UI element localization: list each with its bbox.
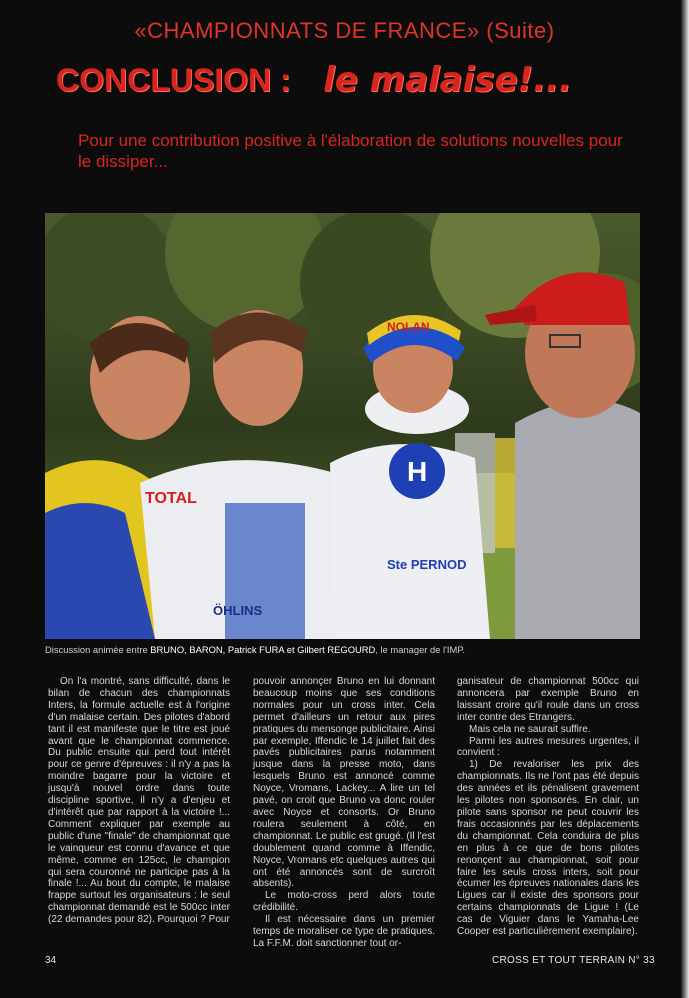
jersey-pernod-text: Ste PERNOD	[387, 557, 467, 572]
column-2-paragraph-3: Il est nécessaire dans un premier temps de moraliser ce type de pratiques. La F.F.M. doit sanctionner tout or-	[253, 914, 435, 949]
column-3-paragraph-2: Mais cela ne saurait suffire.	[469, 723, 591, 735]
jersey-total-text: TOTAL	[145, 490, 197, 507]
column-3-paragraph-4: 1) De revaloriser les prix des championnats. Ils ne l'ont pas été depuis des années et ils pénalisent gravement les pilotes non sponsorés. En clair, un pilote sans sponsor ne peut couvrir les frais occasionnés par les déplacements du championnat. Cela conduira de plus en plus à ce que de bons pilotes renonçent au championnat, soit pour faire les seuls cross inters, soit pour écumer les épreuves nationales dans les Ligues car il existe des sponsors pour certains championnats de Ligue ! (Le cas de Viguier dans le Yamaha-Lee Cooper est particulièrement exemplaire).	[457, 759, 639, 938]
column-1-paragraph: On l'a montré, sans difficulté, dans le bilan de chacun des championnats Inters, la formule actuelle est à l'origine d'un malaise certain. Des pilotes d'abord tant il est manifeste que le titre est joué avant que le championnat commence. Du public ensuite qui perd tout intérêt pour ce genre d'épreuves : il n'y a pas la moindre bagarre pour la victoire et jusqu'à nouvel ordre dans toute discipline sportive, il n'y a d'enjeu et d'intérêt que par rapport à la victoire !... Comment expliquer par exemple au public d'une "finale" de championnat que le vainqueur est connu d'avance et que même, comme en 125cc, le champion qui sera couronné ne participe pas à la finale !... Au bout du compte, le malaise frappe surtout les organisateurs : le seul championnat demandé est le 500cc inter (22 demandes pour 82). Pourquoi ? Pour	[48, 676, 230, 926]
jersey-ohlins-text: ÖHLINS	[213, 603, 263, 618]
article-subtitle: Pour une contribution positive à l'élaboration de solutions nouvelles pour le dissiper...	[78, 131, 623, 171]
column-2-paragraph-1: pouvoir annonçer Bruno en lui donnant beaucoup moins que ses conditions normales pour un cross inter. Cela permet d'ailleurs un retour aux pires pratiques du mensonge publicitaire. Ainsi par exemple, Iffendic le 14 juillet fait des pavés publicitaires parus notamment jusque dans la presse moto, dans lesquels Bruno est annoncé comme Noyce, Vromans, Lackey... A lire un tel pavé, on croit que Bruno va donc rouler avec Noyce et consorts. Or Bruno roulera seulement à côté, en championnat. Le public est grugé. (Il l'est doublement quand comme à Iffendic, Noyce, Vromans etc quelques autres qui ont été annoncés sont de surcroît absents).	[253, 676, 435, 890]
column-3-paragraph-3: Parmi les autres mesures urgentes, il convient :	[457, 735, 639, 759]
page-number: 34	[45, 955, 57, 966]
husqvarna-logo-letter: H	[407, 456, 428, 487]
photo-caption	[45, 644, 645, 655]
headline	[56, 60, 676, 100]
page-edge	[681, 0, 689, 998]
headline-malaise: le malaise!...	[323, 60, 572, 100]
article-column-2	[253, 676, 435, 950]
column-2-paragraph-2: Le moto-cross perd alors toute crédibilité.	[253, 890, 435, 914]
magazine-name: CROSS ET TOUT TERRAIN N° 33	[492, 955, 655, 966]
caption-tail: , le manager de l'IMP.	[375, 644, 465, 655]
section-supertitle: «CHAMPIONNATS DE FRANCE» (Suite)	[134, 18, 555, 43]
helmet-nolan-text: NOLAN	[387, 320, 430, 334]
column-3-paragraph-1: ganisateur de championnat 500cc qui annoncera par exemple Bruno en laissant croire qu'il roule dans un cross inter contre des Etrangers.	[457, 676, 639, 723]
article-column-1	[48, 676, 230, 926]
caption-lead: Discussion animée entre	[45, 644, 151, 655]
article-photo	[45, 213, 640, 639]
headline-conclusion: CONCLUSION :	[56, 62, 291, 98]
caption-names: BRUNO, BARON, Patrick FURA et Gilbert REGOURD	[150, 644, 376, 655]
article-column-3	[457, 676, 639, 938]
